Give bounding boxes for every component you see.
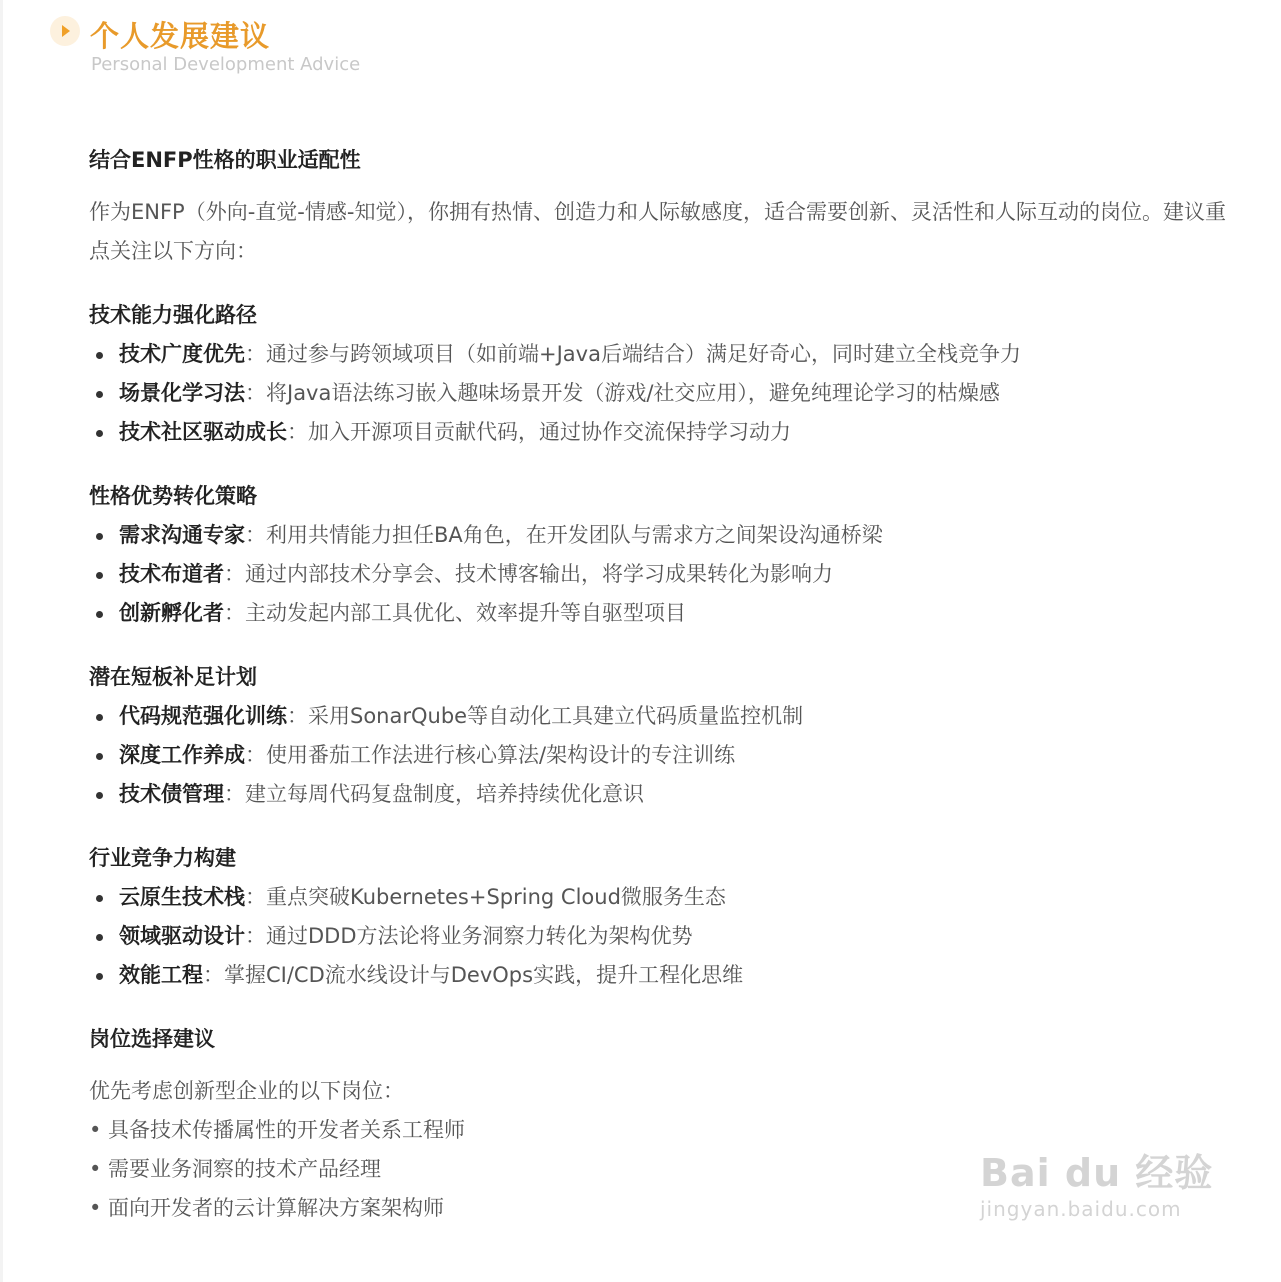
gap-list [89, 697, 1229, 814]
baidu-watermark [980, 1142, 1213, 1221]
list-item [89, 878, 1229, 917]
section-title-tech: 技术能力强化路径 [89, 303, 257, 327]
page-title: 个人发展建议 [90, 19, 271, 53]
list-item [89, 413, 1229, 452]
item-term: 场景化学习法 [119, 381, 245, 405]
strength-list [89, 516, 1229, 633]
watermark-domain: jingyan.baidu.com [980, 1197, 1182, 1221]
item-term: 代码规范强化训练 [119, 704, 287, 728]
item-desc: ：利用共情能力担任BA角色，在开发团队与需求方之间架设沟通桥梁 [245, 523, 883, 547]
list-item [89, 697, 1229, 736]
item-desc: ：通过内部技术分享会、技术博客输出，将学习成果转化为影响力 [224, 562, 833, 586]
list-item: • 需要业务洞察的技术产品经理 [89, 1157, 382, 1181]
item-term: 云原生技术栈 [119, 885, 245, 909]
industry-list [89, 878, 1229, 995]
item-desc: ：通过DDD方法论将业务洞察力转化为架构优势 [245, 924, 693, 948]
page-subtitle: Personal Development Advice [91, 54, 361, 75]
position-intro: 优先考虑创新型企业的以下岗位： [89, 1079, 404, 1103]
item-term: 创新孵化者 [119, 601, 224, 625]
section-title-fit: 结合ENFP性格的职业适配性 [89, 148, 361, 172]
item-term: 技术布道者 [119, 562, 224, 586]
advice-content [89, 140, 1229, 1228]
item-term: 效能工程 [119, 963, 203, 987]
list-item: • 具备技术传播属性的开发者关系工程师 [89, 1118, 466, 1142]
fit-intro: 作为ENFP（外向-直觉-情感-知觉），你拥有热情、创造力和人际敏感度，适合需要创新、灵活性和人际互动的岗位。建议重点关注以下方向： [89, 200, 1226, 263]
list-item [89, 555, 1229, 594]
list-item [89, 374, 1229, 413]
item-desc: ：掌握CI/CD流水线设计与DevOps实践，提升工程化思维 [203, 963, 744, 987]
item-term: 领域驱动设计 [119, 924, 245, 948]
section-title-position: 岗位选择建议 [89, 1027, 215, 1051]
tech-list [89, 335, 1229, 452]
list-item [89, 516, 1229, 555]
list-item [89, 956, 1229, 995]
list-item: • 面向开发者的云计算解决方案架构师 [89, 1196, 445, 1220]
item-desc: ：建立每周代码复盘制度，培养持续优化意识 [224, 782, 644, 806]
item-desc: ：将Java语法练习嵌入趣味场景开发（游戏/社交应用），避免纯理论学习的枯燥感 [245, 381, 1000, 405]
item-term: 需求沟通专家 [119, 523, 245, 547]
item-desc: ：主动发起内部工具优化、效率提升等自驱型项目 [224, 601, 686, 625]
section-title-gap: 潜在短板补足计划 [89, 665, 257, 689]
item-term: 技术社区驱动成长 [119, 420, 287, 444]
list-item [89, 917, 1229, 956]
play-icon [50, 16, 80, 46]
list-item [89, 594, 1229, 633]
item-desc: ：重点突破Kubernetes+Spring Cloud微服务生态 [245, 885, 726, 909]
list-item [89, 775, 1229, 814]
item-term: 技术债管理 [119, 782, 224, 806]
watermark-brand: Bai du 经验 [980, 1151, 1214, 1195]
list-item [89, 736, 1229, 775]
section-title-industry: 行业竞争力构建 [89, 846, 236, 870]
item-term: 深度工作养成 [119, 743, 245, 767]
list-item [89, 335, 1229, 374]
section-title-strength: 性格优势转化策略 [89, 484, 257, 508]
item-term: 技术广度优先 [119, 342, 245, 366]
item-desc: ：采用SonarQube等自动化工具建立代码质量监控机制 [287, 704, 804, 728]
item-desc: ：加入开源项目贡献代码，通过协作交流保持学习动力 [287, 420, 791, 444]
left-border [0, 0, 3, 1282]
item-desc: ：使用番茄工作法进行核心算法/架构设计的专注训练 [245, 743, 736, 767]
item-desc: ：通过参与跨领域项目（如前端+Java后端结合）满足好奇心，同时建立全栈竞争力 [245, 342, 1021, 366]
